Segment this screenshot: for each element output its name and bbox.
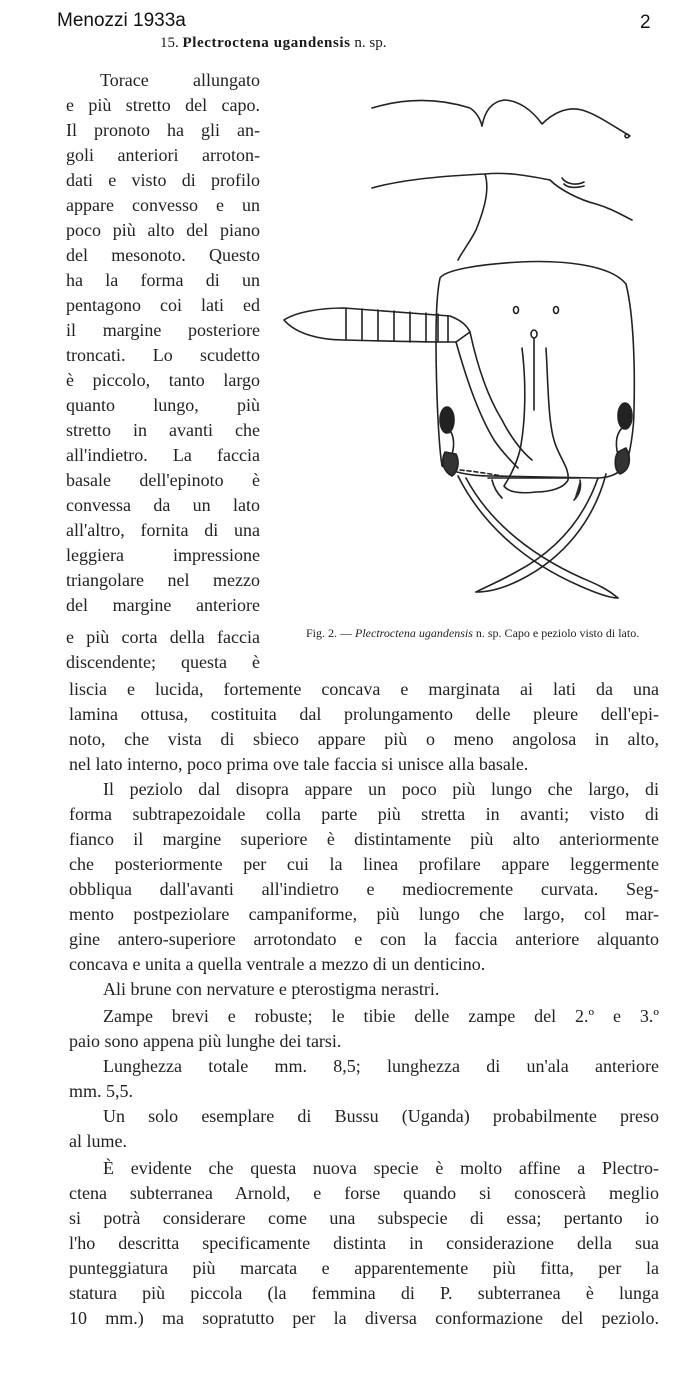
body-text-line: forma subtrapezoidale colla parte più stretta in avanti; visto di xyxy=(69,804,659,824)
body-text-line: Ali brune con nervature e pterostigma nerastri. xyxy=(103,979,440,999)
body-text-line: Lunghezza totale mm. 8,5; lunghezza di un'ala anteriore xyxy=(103,1056,659,1076)
narrow-text-line: discendente; questa è xyxy=(66,652,260,672)
narrow-text-line: del margine anteriore xyxy=(66,595,260,615)
narrow-text-line: appare convesso e un xyxy=(66,195,260,215)
narrow-text-line: poco più alto del piano xyxy=(66,220,260,240)
figure-caption-species: Plectroctena ugandensis xyxy=(355,626,473,640)
body-text-line: concava e unita a quella ventrale a mezzo di un denticino. xyxy=(69,954,486,974)
body-text-line: Un solo esemplare di Bussu (Uganda) probabilmente preso xyxy=(103,1106,659,1126)
body-text-line: Il peziolo dal disopra appare un poco più lungo che largo, di xyxy=(103,779,659,799)
header-citation: Menozzi 1933a xyxy=(57,10,186,31)
species-title xyxy=(160,35,386,52)
species-number: 15. xyxy=(160,35,179,51)
body-text-line: noto, che vista di sbieco appare più o meno angolosa in alto, xyxy=(69,729,659,749)
body-text-line: che posteriormente per cui la linea profilare appare leggermente xyxy=(69,854,659,874)
narrow-text-line: e più stretto del capo. xyxy=(66,95,260,115)
narrow-text-line: troncati. Lo scudetto xyxy=(66,345,260,365)
figure-caption-lead: Fig. 2. — xyxy=(306,626,353,640)
narrow-text-line: basale dell'epinoto è xyxy=(66,470,260,490)
narrow-text-line: goli anteriori arroton- xyxy=(66,145,260,165)
figure-caption xyxy=(306,625,651,641)
body-text-line: gine antero-superiore arrotondato e con la faccia anteriore alquanto xyxy=(69,929,659,949)
species-suffix: n. sp. xyxy=(354,35,387,51)
body-text-line: punteggiatura più marcata e apparentemente più fitta, per la xyxy=(69,1258,659,1278)
body-text-line: lamina ottusa, costituita dal prolungamento delle pleure dell'epi- xyxy=(69,704,659,724)
body-text-line: fianco il margine superiore è distintamente più alto anteriormente xyxy=(69,829,659,849)
narrow-text-line: stretto in avanti che xyxy=(66,420,260,440)
narrow-text-line: leggiera impressione xyxy=(66,545,260,565)
body-text-line: 10 mm.) ma sopratutto per la diversa conformazione del peziolo. xyxy=(69,1308,659,1328)
body-text-line: mm. 5,5. xyxy=(69,1081,134,1101)
species-name: Plectroctena ugandensis xyxy=(182,35,351,51)
narrow-text-line: all'indietro. La faccia xyxy=(66,445,260,465)
body-text-line: l'ho descritta specificamente distinta in considerazione della sua xyxy=(69,1233,659,1253)
body-text-line: al lume. xyxy=(69,1131,127,1151)
narrow-text-line: all'altro, fornita di una xyxy=(66,520,260,540)
narrow-text-line: triangolare nel mezzo xyxy=(66,570,260,590)
body-text-line: nel lato interno, poco prima ove tale faccia si unisce alla basale. xyxy=(69,754,529,774)
body-text-line: ctena subterranea Arnold, e forse quando si conoscerà meglio xyxy=(69,1183,659,1203)
body-text-line: obbliqua dall'avanti all'indietro e mediocremente curvata. Seg- xyxy=(69,879,659,899)
narrow-text-line: quanto lungo, più xyxy=(66,395,260,415)
ant-head-petiole-figure xyxy=(280,80,662,620)
body-text-line: mento postpeziolare campaniforme, più lungo che largo, col mar- xyxy=(69,904,659,924)
body-text-line: si potrà considerare come una subspecie di essa; pertanto io xyxy=(69,1208,659,1228)
page-number: 2 xyxy=(640,12,651,33)
narrow-text-line: Il pronoto ha gli an- xyxy=(66,120,260,140)
narrow-text-line: dati e visto di profilo xyxy=(66,170,260,190)
narrow-text-line: pentagono coi lati ed xyxy=(66,295,260,315)
narrow-text-line: del mesonoto. Questo xyxy=(66,245,260,265)
figure-caption-tail: n. sp. Capo e peziolo visto di lato. xyxy=(475,626,640,640)
narrow-text-line: Torace allungato xyxy=(100,70,260,90)
body-text-line: liscia e lucida, fortemente concava e marginata ai lati da una xyxy=(69,679,659,699)
narrow-text-line: e più corta della faccia xyxy=(66,627,260,647)
narrow-text-line: il margine posteriore xyxy=(66,320,260,340)
body-text-line: Zampe brevi e robuste; le tibie delle zampe del 2.º e 3.º xyxy=(103,1006,659,1026)
narrow-text-line: ha la forma di un xyxy=(66,270,260,290)
body-text-line: È evidente che questa nuova specie è molto affine a Plectro- xyxy=(103,1158,659,1178)
narrow-text-line: convessa da un lato xyxy=(66,495,260,515)
body-text-line: paio sono appena più lunghe dei tarsi. xyxy=(69,1031,342,1051)
narrow-text-line: è piccolo, tanto largo xyxy=(66,370,260,390)
body-text-line: statura più piccola (la femmina di P. subterranea è lunga xyxy=(69,1283,659,1303)
